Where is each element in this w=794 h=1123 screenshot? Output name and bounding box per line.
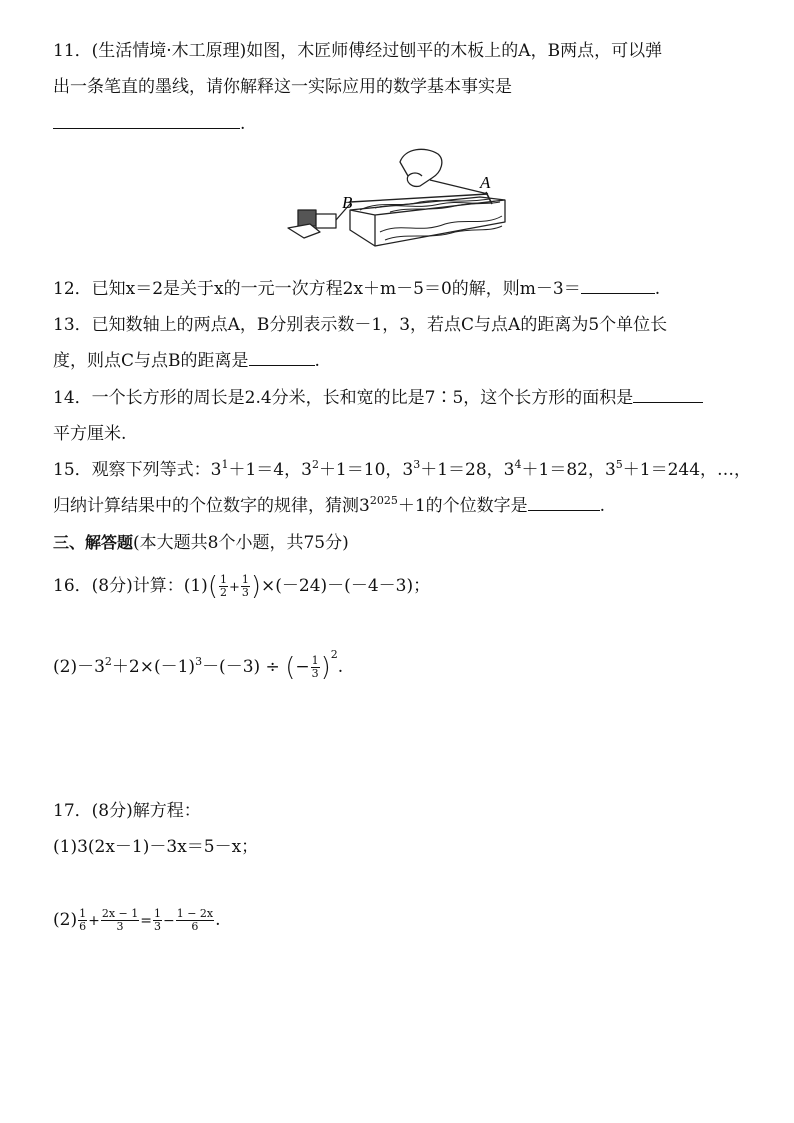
- q13-text-line2: 度，则点C与点B的距离是: [53, 351, 249, 371]
- q17-frac3-num: 1: [153, 907, 161, 920]
- section3-heading: [53, 532, 349, 554]
- q16-frac1: [219, 574, 228, 599]
- q15-line1: [53, 459, 751, 481]
- figure-label-a: A: [480, 173, 491, 192]
- q11-text-line1: (生活情境·木工原理)如图，木匠师傅经过刨平的木板上的A，B两点，可以弹: [91, 41, 663, 61]
- q14-text-line1: 一个长方形的周长是2.4分米，长和宽的比是7∶5，这个长方形的面积是: [91, 388, 634, 408]
- q17-frac3: [153, 908, 162, 933]
- q13-answer-blank[interactable]: [249, 351, 315, 366]
- q12-answer-blank[interactable]: [581, 279, 655, 294]
- q15-line2: [53, 495, 605, 517]
- q15-line2-post: ＋1的个位数字是: [397, 496, 528, 516]
- q15-number: 15．: [53, 460, 92, 480]
- q14-number: 14．: [53, 388, 92, 408]
- q16-plus: +: [228, 580, 240, 595]
- q16-frac1-num: 1: [219, 573, 227, 586]
- q16-part2-close-paren: ): [320, 652, 331, 683]
- q13-line2: [53, 350, 320, 372]
- q15-line2-pre: 归纳计算结果中的个位数字的规律，猜测: [53, 496, 359, 516]
- q17-part1: (1)3(2x－1)－3x＝5－x；: [53, 837, 259, 857]
- q17-frac2-num: 2x − 1: [101, 907, 139, 920]
- q16-open-paren: (: [207, 571, 218, 602]
- section3-title: 三、解答题: [53, 533, 134, 552]
- q15-answer-blank[interactable]: [528, 496, 600, 511]
- q16-line1: [53, 571, 430, 603]
- q15-eq1-rest: ＋1＝4，: [228, 460, 302, 480]
- q16-part2-outer-exp: 2: [330, 648, 338, 661]
- q17-frac1-den: 6: [79, 920, 87, 933]
- q16-close-paren: ): [250, 571, 262, 602]
- q17-tail: .: [215, 910, 221, 930]
- figure-label-b: B: [342, 193, 353, 212]
- q13-tail: .: [314, 351, 320, 371]
- q17-minus: −: [162, 913, 175, 929]
- q15-tail: .: [599, 496, 606, 516]
- q16-frac1-den: 2: [219, 586, 227, 599]
- q17-frac4-den: 6: [191, 920, 199, 933]
- q15-line2-base: 3: [359, 496, 370, 516]
- q17-frac1: [78, 908, 87, 933]
- q15-eq5-rest: ＋1＝244，…，: [622, 460, 752, 480]
- q13-text-line1: 已知数轴上的两点A，B分别表示数－1，3，若点C与点A的距离为5个单位长: [91, 315, 668, 335]
- q15-eq2-exp: 2: [311, 458, 319, 471]
- q12-text: 已知x＝2是关于x的一元一次方程2x＋m－5＝0的解，则m－3＝: [91, 279, 581, 299]
- q15-line2-exp: 2025: [369, 494, 398, 507]
- q17-frac4-num: 1 − 2x: [176, 907, 214, 920]
- q13-number: 13．: [53, 315, 92, 335]
- q17-number: 17．: [53, 801, 92, 821]
- q17-equals: =: [140, 913, 152, 929]
- q16-intro: (8分)计算：: [91, 576, 184, 596]
- q12-tail: .: [654, 279, 661, 299]
- q16-part2-frac-den: 3: [311, 667, 319, 680]
- q17-intro: (8分)解方程：: [91, 801, 201, 821]
- q15-intro: 观察下列等式：: [91, 460, 211, 480]
- q16-part2-open-paren: (: [285, 652, 296, 683]
- q15-eq5-base: 3: [604, 460, 616, 480]
- q11-line2: 出一条笔直的墨线，请你解释这一实际应用的数学基本事实是: [53, 77, 512, 97]
- q16-part2-a-exp: 2: [104, 655, 112, 668]
- q15-eq2-base: 3: [301, 460, 312, 480]
- q16-frac2-den: 3: [241, 586, 249, 599]
- q13-line1: [53, 314, 667, 336]
- q17-frac1-num: 1: [79, 907, 87, 920]
- q17-frac4: [176, 908, 214, 933]
- q16-part1-rest: ×(－24)－(－4－3)；: [261, 576, 431, 596]
- q11-line1: [53, 40, 662, 62]
- q16-frac2-num: 1: [241, 573, 249, 586]
- q15-eq2-rest: ＋1＝10，: [318, 460, 403, 480]
- q15-eq3-base: 3: [402, 460, 414, 480]
- q17-frac2: [101, 908, 139, 933]
- q16-part2-c: －(－3) ÷: [202, 657, 280, 677]
- q17-plus: +: [88, 913, 100, 929]
- q15-eq1-base: 3: [210, 460, 222, 480]
- q15-eq4-base: 3: [503, 460, 515, 480]
- q11-answer-blank[interactable]: [53, 114, 240, 129]
- q16-part2-b-exp: 3: [195, 655, 203, 668]
- q16-part2-a: －3: [77, 657, 105, 677]
- q15-eq4-rest: ＋1＝82，: [521, 460, 605, 480]
- section3-note: (本大题共8个小题，共75分): [133, 533, 349, 553]
- q16-line2: [53, 648, 344, 683]
- q14-line2: 平方厘米.: [53, 424, 127, 444]
- q16-part2-tail: .: [337, 657, 344, 677]
- q16-part2-label: (2): [53, 657, 78, 677]
- q16-part2-frac-num: 1: [311, 654, 319, 667]
- q15-eq3-exp: 3: [413, 458, 421, 471]
- q12-number: 12．: [53, 279, 92, 299]
- q17-frac3-den: 3: [153, 920, 161, 933]
- q16-frac2: [241, 574, 250, 599]
- q11-number: 11．: [53, 41, 92, 61]
- q15-eq4-exp: 4: [514, 458, 522, 471]
- q12-line: [53, 278, 660, 300]
- q15-eq5-exp: 5: [615, 458, 623, 471]
- q11-answer-line: [53, 113, 245, 135]
- q17-frac2-den: 3: [116, 920, 124, 933]
- q15-eq1-exp: 1: [221, 458, 229, 471]
- q17-part2: [53, 905, 221, 936]
- q17-line1: [53, 800, 201, 822]
- q16-part1-label: (1): [183, 576, 208, 596]
- q11-tail: .: [240, 114, 246, 134]
- q16-number: 16．: [53, 576, 92, 596]
- q16-part2-neg: −: [295, 657, 310, 677]
- q14-answer-blank[interactable]: [633, 388, 703, 403]
- q16-part2-b: ＋2×(－1): [111, 657, 196, 677]
- q16-part2-frac: [311, 655, 320, 680]
- q14-line1: [53, 387, 703, 409]
- q17-part2-label: (2): [53, 910, 78, 930]
- carpenter-chalk-line-figure: [280, 142, 520, 250]
- q15-eq3-rest: ＋1＝28，: [420, 460, 504, 480]
